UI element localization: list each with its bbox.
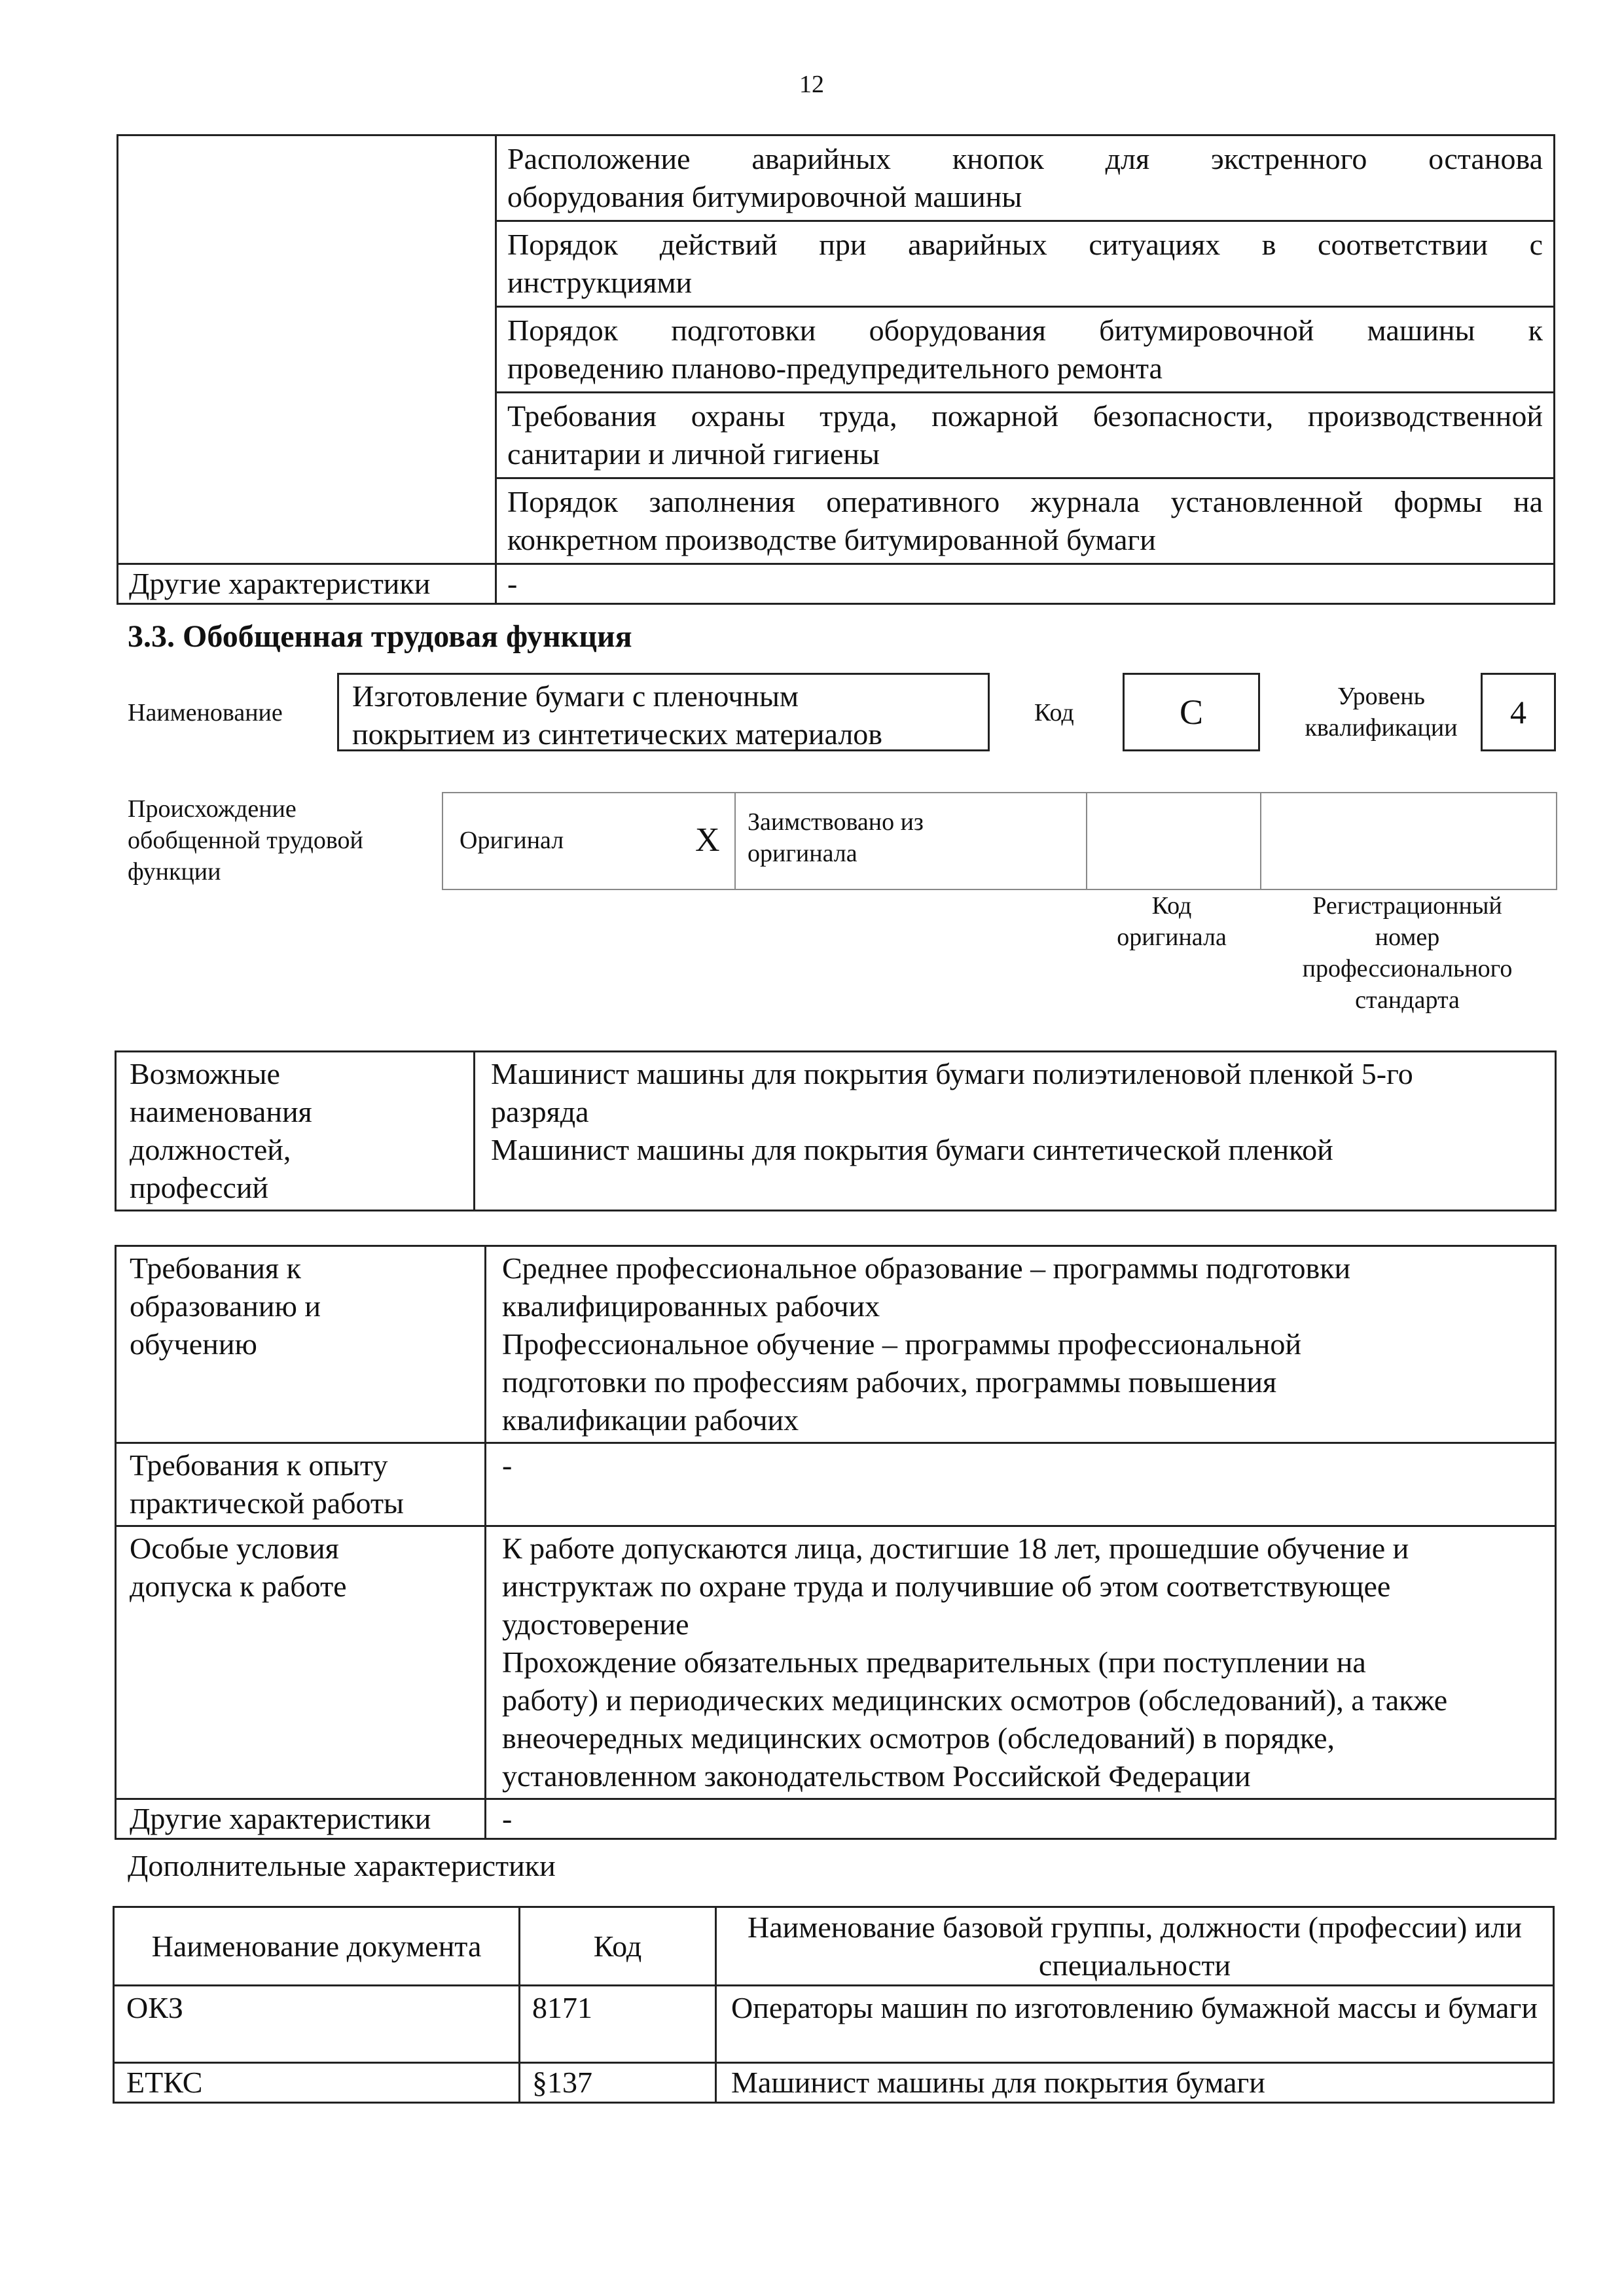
additional-title: Дополнительные характеристики: [128, 1849, 556, 1882]
origin-divider: [1086, 793, 1087, 889]
origin-label: Происхождение обобщенной трудовой функции: [128, 795, 363, 886]
other-characteristics-value: -: [486, 1799, 1556, 1839]
additional-table: [113, 1906, 1555, 2104]
code-original-caption: Код оригинала: [1117, 892, 1227, 951]
positions-table: [115, 1050, 1557, 1211]
other-characteristics-value: -: [496, 564, 1555, 604]
row-document: ЕТКС: [114, 2063, 520, 2103]
origin-divider: [734, 793, 736, 889]
empty-label-cell: [118, 135, 496, 564]
education-value: Среднее профессиональное образование – программы подготовки квалифицированных рабочих Профессиональное обучение – программы профессиональной подготовки по профессиям рабочих, программы повышения квалификации рабочих: [486, 1246, 1556, 1443]
experience-value: -: [486, 1443, 1556, 1526]
level-value-box: 4: [1481, 673, 1556, 751]
origin-table: [442, 792, 1557, 890]
origin-divider: [1260, 793, 1261, 889]
row-group-name: Операторы машин по изготовлению бумажной массы и бумаги: [716, 1986, 1554, 2063]
original-mark: X: [695, 821, 720, 859]
other-characteristics-label: Другие характеристики: [118, 564, 496, 604]
page-number: 12: [799, 71, 824, 98]
row-document: ОКЗ: [114, 1986, 520, 2063]
education-label: Требования к образованию и обучению: [116, 1246, 486, 1443]
positions-label: Возможные наименования должностей, профессий: [116, 1052, 475, 1211]
knowledge-row: Порядок подготовки оборудования битумировочной машины к проведению планово-предупредительного ремонта: [496, 307, 1555, 393]
requirements-table: [115, 1245, 1557, 1840]
borrowed-label: Заимствовано из оригинала: [748, 808, 924, 867]
code-value-box: C: [1123, 673, 1260, 751]
header-document: Наименование документа: [114, 1907, 520, 1986]
conditions-value: К работе допускаются лица, достигшие 18 лет, прошедшие обучение и инструктаж по охране труда и получившие об этом соответствующее удостоверение Прохождение обязательных предварительных (при поступлении на работу) и периодических медицинских осмотров (обследований), а также внеочередных медицинских осмотров (обследований) в порядке, установленном законодательством Российской Федерации: [486, 1526, 1556, 1799]
row-code: §137: [520, 2063, 716, 2103]
header-group-name: Наименование базовой группы, должности (профессии) или специальности: [716, 1907, 1554, 1986]
name-value-box: Изготовление бумаги с пленочным покрытием из синтетических материалов: [337, 673, 990, 751]
level-label: Уровень квалификации: [1305, 683, 1458, 742]
row-code: 8171: [520, 1986, 716, 2063]
knowledge-row: Расположение аварийных кнопок для экстренного останова оборудования битумировочной машины: [496, 135, 1555, 221]
knowledge-row: Порядок заполнения оперативного журнала установленной формы на конкретном производстве битумированной бумаги: [496, 478, 1555, 564]
positions-value: Машинист машины для покрытия бумаги полиэтиленовой пленкой 5-го разряда Машинист машины для покрытия бумаги синтетической пленкой: [475, 1052, 1556, 1211]
original-label: Оригинал: [460, 827, 564, 854]
code-label: Код: [1034, 699, 1074, 726]
knowledge-table: [117, 134, 1555, 605]
name-label: Наименование: [128, 699, 283, 726]
reg-number-caption: Регистрационный номер профессионального стандарта: [1302, 892, 1513, 1014]
knowledge-row: Порядок действий при аварийных ситуациях в соответствии с инструкциями: [496, 221, 1555, 307]
other-characteristics-label: Другие характеристики: [116, 1799, 486, 1839]
section-title: 3.3. Обобщенная трудовая функция: [128, 619, 632, 654]
conditions-label: Особые условия допуска к работе: [116, 1526, 486, 1799]
header-code: Код: [520, 1907, 716, 1986]
experience-label: Требования к опыту практической работы: [116, 1443, 486, 1526]
knowledge-row: Требования охраны труда, пожарной безопасности, производственной санитарии и личной гигиены: [496, 393, 1555, 478]
row-group-name: Машинист машины для покрытия бумаги: [716, 2063, 1554, 2103]
